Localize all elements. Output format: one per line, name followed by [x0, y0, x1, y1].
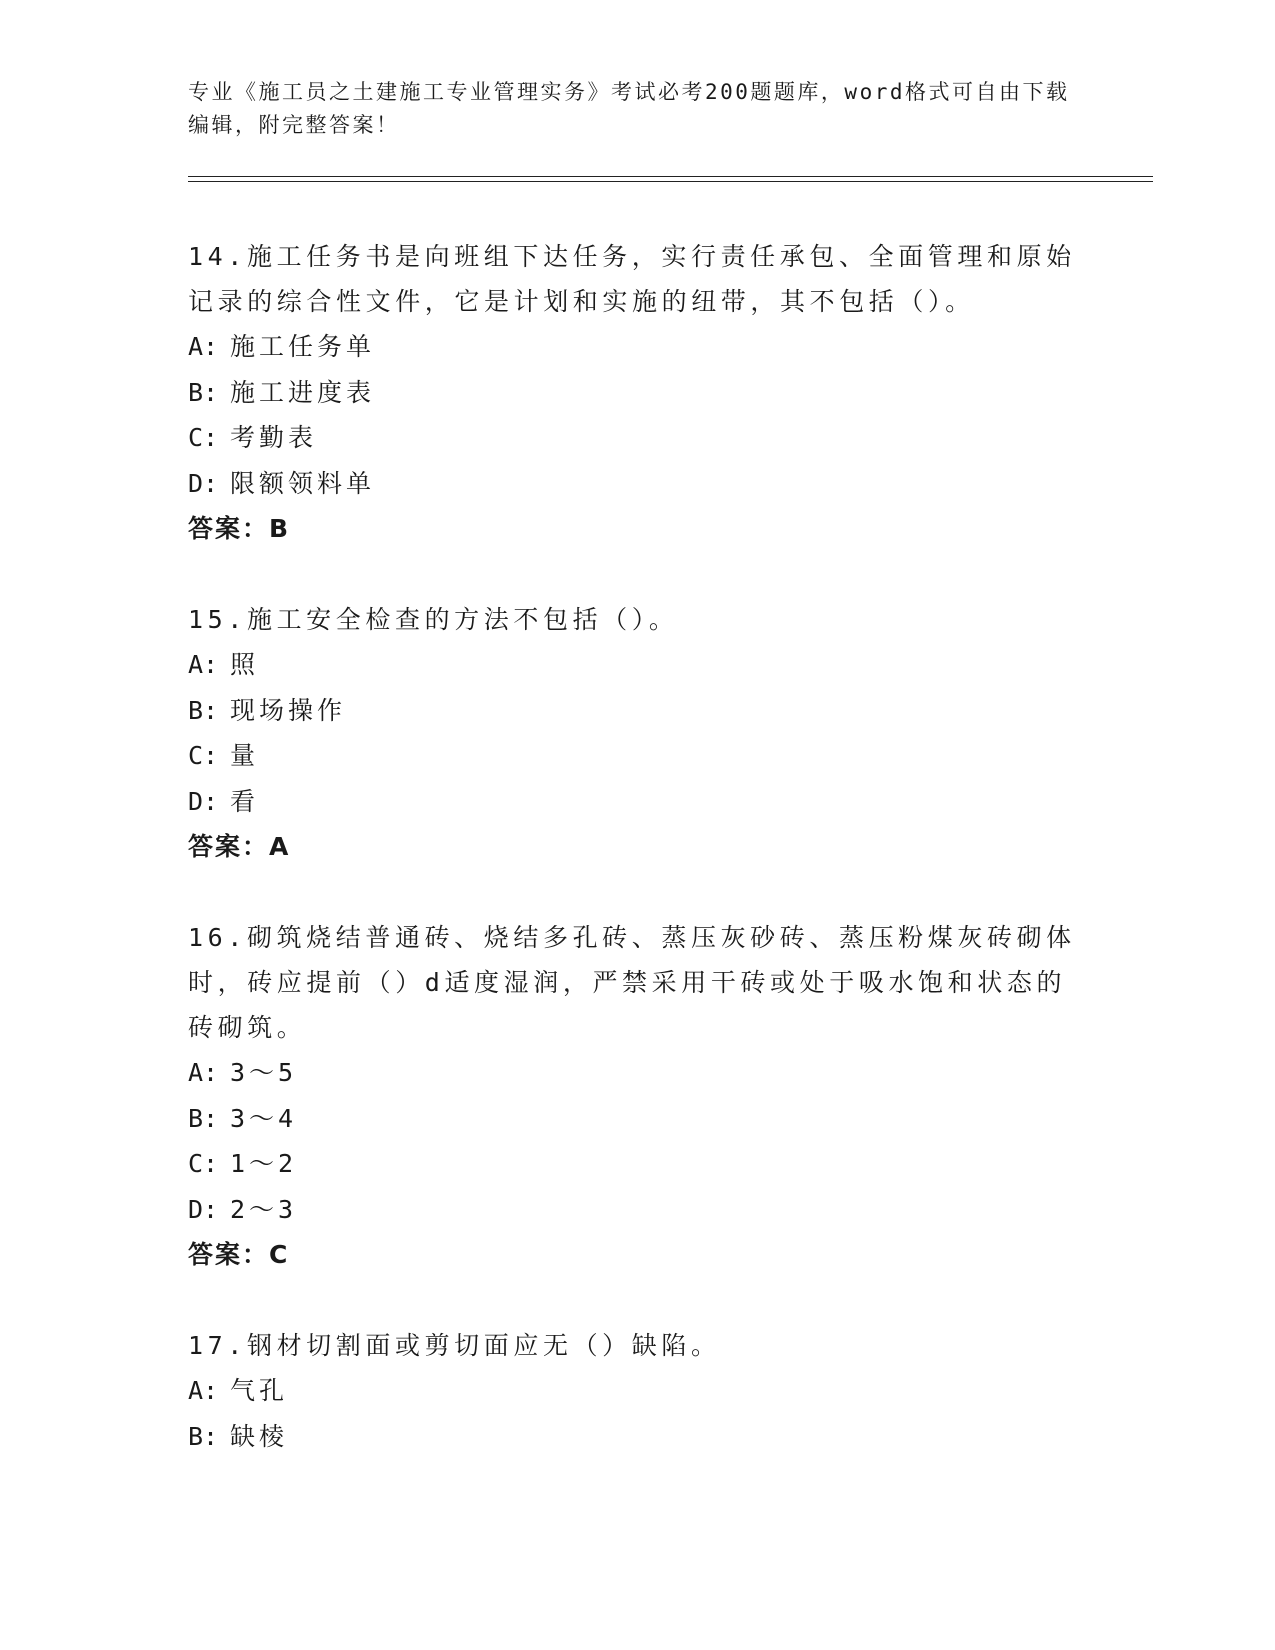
- option-a: [188, 642, 1088, 688]
- option-key: B:: [188, 377, 219, 407]
- question-stem: 砌筑烧结普通砖、烧结多孔砖、蒸压灰砂砖、蒸压粉煤灰砖砌体时，砖应提前（）d适度湿润，严禁采用干砖或处于吸水饱和状态的砖砌筑。: [188, 923, 1076, 1042]
- question-text: [188, 915, 1088, 1050]
- option-key: A:: [188, 1376, 219, 1405]
- question-text: [188, 234, 1088, 324]
- option-key: A:: [188, 650, 219, 679]
- option-c: [188, 1141, 1088, 1187]
- answer-line: 答案：A: [188, 832, 291, 861]
- header-divider-bottom: [188, 181, 1153, 182]
- answer-line: 答案：B: [188, 514, 291, 543]
- question-15: [188, 597, 1088, 869]
- option-c: [188, 733, 1088, 779]
- document-header: 专业《施工员之土建施工专业管理实务》考试必考200题题库，word格式可自由下载编辑，附完整答案！: [188, 80, 1070, 137]
- option-text: 量: [230, 741, 260, 770]
- option-text: 1～2: [230, 1149, 298, 1178]
- option-d: [188, 1187, 1088, 1233]
- option-key: C:: [188, 741, 219, 770]
- option-key: C:: [188, 1149, 219, 1178]
- option-text: 限额领料单: [230, 468, 376, 498]
- option-text: 考勤表: [230, 423, 318, 452]
- question-17: [188, 1323, 1088, 1459]
- question-list: [188, 234, 1088, 1505]
- question-14: [188, 234, 1088, 551]
- option-key: A:: [188, 1058, 219, 1087]
- option-key: D:: [188, 1194, 219, 1224]
- option-b: [188, 688, 1088, 734]
- option-d: [188, 461, 1088, 507]
- option-text: 2～3: [230, 1194, 298, 1224]
- question-number: 16.: [188, 923, 247, 952]
- question-number: 17.: [188, 1331, 247, 1360]
- option-b: [188, 1414, 1088, 1460]
- option-d: [188, 779, 1088, 825]
- option-text: 施工进度表: [230, 377, 376, 407]
- option-text: 3～5: [230, 1058, 298, 1087]
- option-key: B:: [188, 695, 219, 725]
- option-text: 现场操作: [230, 695, 347, 725]
- question-text: [188, 1323, 1088, 1368]
- option-key: C:: [188, 423, 219, 452]
- answer-line: 答案：C: [188, 1240, 290, 1269]
- option-a: [188, 1368, 1088, 1414]
- option-text: 照: [230, 650, 260, 679]
- option-key: B:: [188, 1421, 219, 1451]
- option-key: D:: [188, 786, 219, 816]
- option-text: 施工任务单: [230, 332, 376, 361]
- question-16: [188, 915, 1088, 1277]
- question-stem: 施工安全检查的方法不包括（）。: [246, 605, 679, 634]
- question-number: 15.: [188, 605, 247, 634]
- question-text: [188, 597, 1088, 642]
- option-text: 3～4: [230, 1103, 298, 1133]
- option-text: 看: [230, 786, 260, 816]
- option-text: 气孔: [230, 1376, 289, 1405]
- option-c: [188, 415, 1088, 461]
- option-a: [188, 1050, 1088, 1096]
- header-divider-top: [188, 176, 1153, 177]
- question-stem: 施工任务书是向班组下达任务，实行责任承包、全面管理和原始记录的综合性文件，它是计划和实施的纽带，其不包括（）。: [188, 242, 1076, 316]
- option-key: A:: [188, 332, 219, 361]
- option-key: D:: [188, 468, 219, 498]
- option-b: [188, 1096, 1088, 1142]
- option-text: 缺棱: [230, 1421, 289, 1451]
- option-b: [188, 370, 1088, 416]
- question-number: 14.: [188, 242, 247, 271]
- question-stem: 钢材切割面或剪切面应无（）缺陷。: [246, 1331, 721, 1360]
- option-a: [188, 324, 1088, 370]
- option-key: B:: [188, 1103, 219, 1133]
